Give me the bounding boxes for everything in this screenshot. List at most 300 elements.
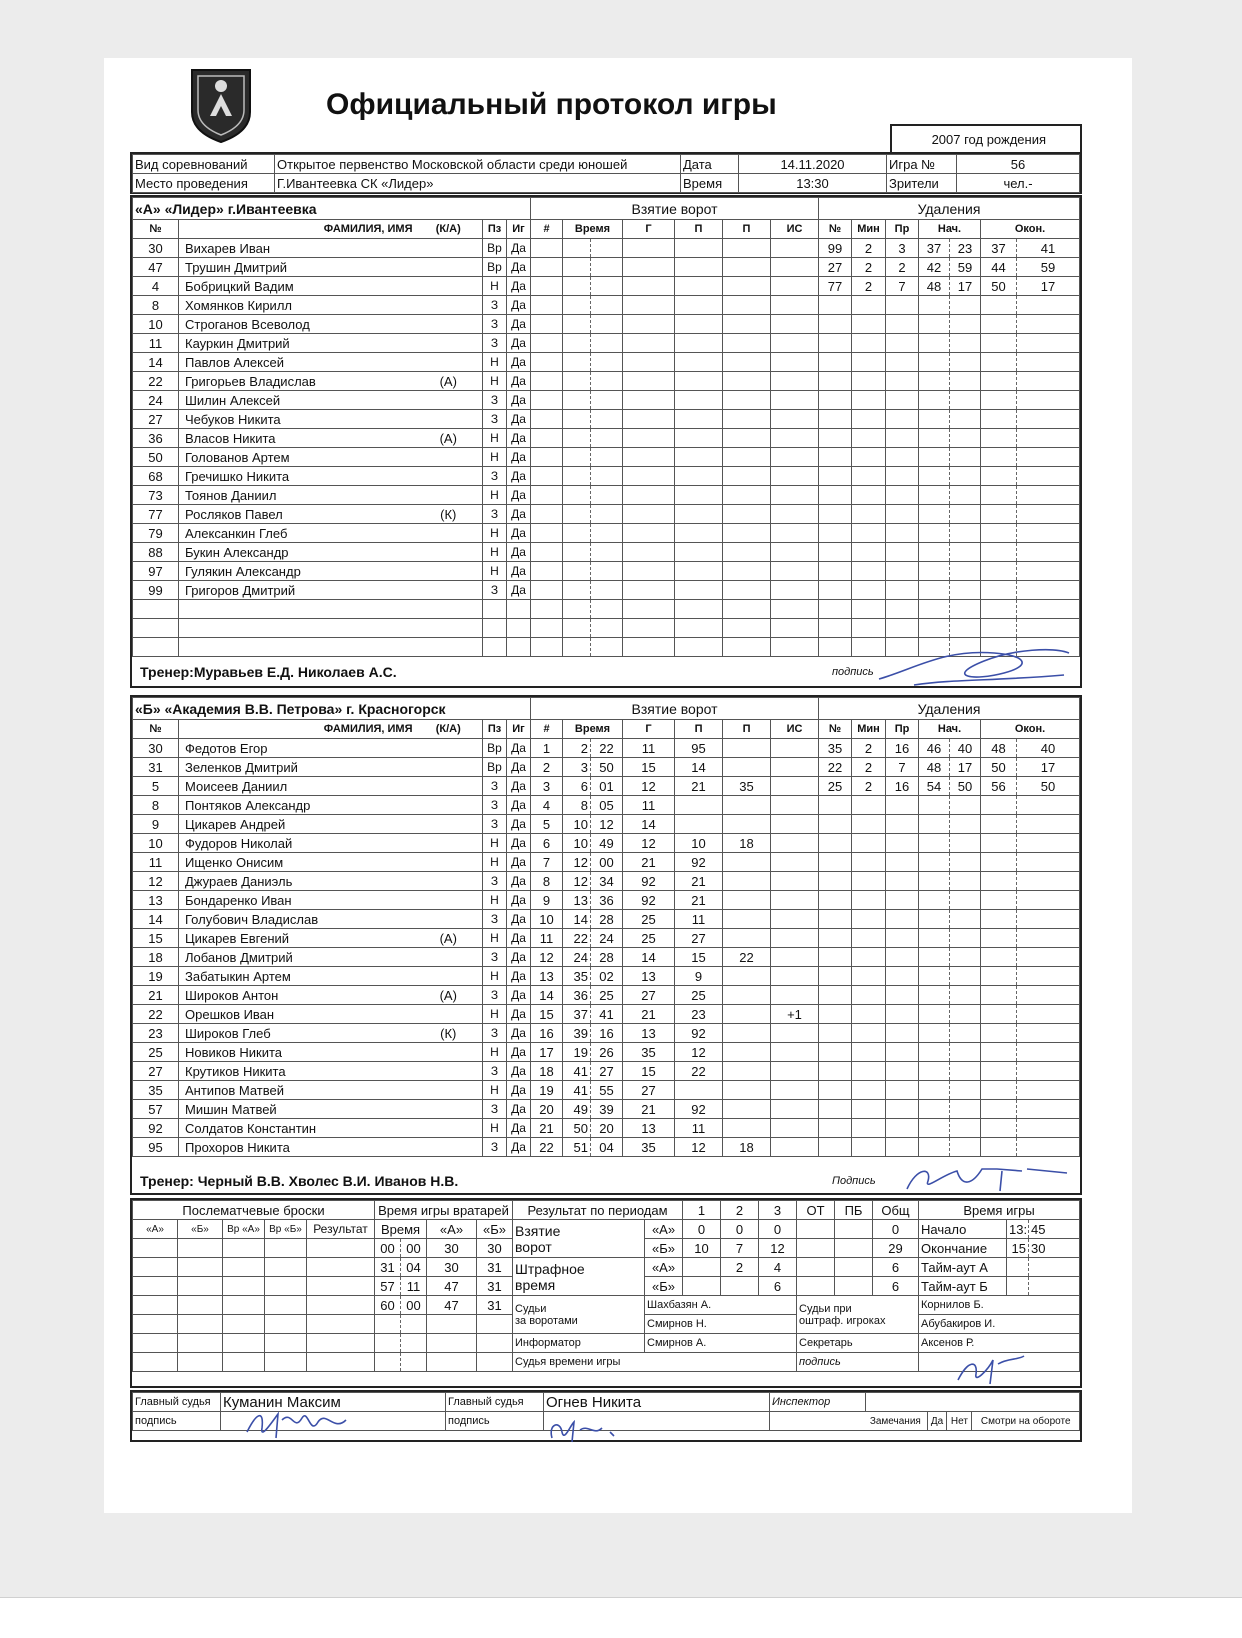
shootout-cell [307, 1239, 375, 1258]
pen-judges-label [797, 1296, 919, 1334]
main-referee-1-signature-icon [242, 1402, 352, 1444]
penalty-end-sec [1017, 543, 1080, 562]
table-row [133, 1043, 1080, 1062]
penalty-start-min [919, 796, 950, 815]
player-role [415, 1062, 483, 1081]
goal-sec: 12 [591, 815, 623, 834]
period-col-2: 3 [759, 1201, 797, 1220]
goal-sec [591, 334, 623, 353]
goal-assist-2 [723, 315, 771, 334]
venue-label: Место проведения [133, 174, 275, 193]
goal-assist-1: 92 [675, 1100, 723, 1119]
goal-strength [771, 372, 819, 391]
penalty-start-sec [950, 353, 981, 372]
goal-no [531, 638, 563, 657]
table-row [133, 815, 1080, 834]
table-row [133, 524, 1080, 543]
shootout-cell [133, 1277, 178, 1296]
penalty-reason [886, 372, 919, 391]
shootout-col-1: «Б» [178, 1220, 223, 1239]
penalty-end-min: 44 [981, 258, 1017, 277]
penalty-no [819, 581, 852, 600]
player-role [415, 1119, 483, 1138]
gk-b: 31 [477, 1258, 513, 1277]
player-pos: З [483, 410, 507, 429]
penalty-reason: 7 [886, 758, 919, 777]
penalty-reason [886, 524, 919, 543]
col-goal-no: # [531, 720, 563, 739]
competition-label: Вид соревнований [133, 155, 275, 174]
player-name [179, 619, 415, 638]
goal-assist-2 [723, 967, 771, 986]
goal-scorer: 92 [623, 891, 675, 910]
penalty-end-min [981, 334, 1017, 353]
table-row [133, 1138, 1080, 1157]
penalty-min [852, 796, 886, 815]
player-name: Моисеев Даниил [179, 777, 415, 796]
penalty-end-min [981, 467, 1017, 486]
penalty-start-min [919, 1024, 950, 1043]
penalty-reason [886, 296, 919, 315]
penalty-no [819, 524, 852, 543]
goal-strength [771, 796, 819, 815]
penalty-min [852, 562, 886, 581]
goal-no [531, 581, 563, 600]
penalty-reason [886, 1062, 919, 1081]
penalty-start-sec [950, 524, 981, 543]
goal-strength [771, 910, 819, 929]
penalty-no [819, 815, 852, 834]
goal-sec: 04 [591, 1138, 623, 1157]
goal-assist-1 [675, 315, 723, 334]
goal-assist-2 [723, 815, 771, 834]
penalty-end-min [981, 929, 1017, 948]
player-pos: Н [483, 967, 507, 986]
player-name: Власов Никита [179, 429, 415, 448]
penalty-min [852, 353, 886, 372]
penalty-min [852, 1043, 886, 1062]
player-no: 8 [133, 796, 179, 815]
goal-no: 16 [531, 1024, 563, 1043]
goal-strength [771, 258, 819, 277]
penalty-start-min: 48 [919, 277, 950, 296]
penalty-no [819, 986, 852, 1005]
player-pos: Н [483, 429, 507, 448]
player-name: Букин Александр [179, 543, 415, 562]
penalty-end-min [981, 486, 1017, 505]
date-label: Дата [681, 155, 739, 174]
goal-strength [771, 239, 819, 258]
table-row [133, 391, 1080, 410]
goal-assist-1 [675, 524, 723, 543]
goal-sec: 39 [591, 1100, 623, 1119]
player-plays: Да [507, 239, 531, 258]
player-pos: З [483, 948, 507, 967]
goal-scorer: 21 [623, 1100, 675, 1119]
penalty-min [852, 467, 886, 486]
goal-assist-1 [675, 372, 723, 391]
penalty-reason: 7 [886, 277, 919, 296]
goal-assist-2 [723, 296, 771, 315]
goal-min: 12 [563, 853, 591, 872]
goals-b-3 [797, 1239, 835, 1258]
table-row [133, 1062, 1080, 1081]
gk-b [477, 1334, 513, 1353]
penalty-no [819, 1043, 852, 1062]
end-sec: 30 [1029, 1239, 1080, 1258]
goal-min [563, 277, 591, 296]
goal-assist-2 [723, 1043, 771, 1062]
penalty-start-min [919, 1081, 950, 1100]
player-role [415, 258, 483, 277]
player-role [415, 448, 483, 467]
table-row [133, 562, 1080, 581]
col-p2: П [723, 720, 771, 739]
goal-strength [771, 872, 819, 891]
goal-assist-2 [723, 410, 771, 429]
shootout-col-4: Результат [307, 1220, 375, 1239]
goal-judges-label-1: Судьи [515, 1302, 547, 1315]
goal-sec: 41 [591, 1005, 623, 1024]
player-no: 30 [133, 239, 179, 258]
player-plays: Да [507, 1005, 531, 1024]
goal-assist-1: 27 [675, 929, 723, 948]
goal-sec [591, 448, 623, 467]
player-name: Хомянков Кирилл [179, 296, 415, 315]
gk-sec: 00 [401, 1296, 427, 1315]
goal-no: 18 [531, 1062, 563, 1081]
player-plays: Да [507, 834, 531, 853]
goal-strength [771, 1100, 819, 1119]
penalty-start-min [919, 834, 950, 853]
player-pos: Н [483, 1119, 507, 1138]
penalty-end-min [981, 948, 1017, 967]
penalty-end-sec [1017, 429, 1080, 448]
goal-strength [771, 1081, 819, 1100]
goal-judges-label-2: за воротами [515, 1314, 578, 1327]
penalty-end-min [981, 1100, 1017, 1119]
penalty-min [852, 391, 886, 410]
secretary-signature-icon [948, 1350, 1028, 1390]
col-pen-start: Нач. [919, 220, 981, 239]
penalty-min [852, 948, 886, 967]
goal-no [531, 315, 563, 334]
goal-strength [771, 929, 819, 948]
penalty-reason [886, 1024, 919, 1043]
goal-min [563, 410, 591, 429]
goal-scorer [623, 448, 675, 467]
player-name: Голубович Владислав [179, 910, 415, 929]
goal-assist-2 [723, 562, 771, 581]
table-row [133, 1081, 1080, 1100]
penalty-reason [886, 581, 919, 600]
penalty-reason [886, 910, 919, 929]
table-row [133, 891, 1080, 910]
penalty-no [819, 638, 852, 657]
penalty-no [819, 1005, 852, 1024]
penalty-min [852, 543, 886, 562]
player-no: 14 [133, 353, 179, 372]
goal-min: 19 [563, 1043, 591, 1062]
penalty-reason: 16 [886, 739, 919, 758]
table-row [133, 929, 1080, 948]
player-plays: Да [507, 967, 531, 986]
goal-strength [771, 948, 819, 967]
penalty-start-min [919, 600, 950, 619]
goal-assist-1 [675, 258, 723, 277]
penalty-reason [886, 834, 919, 853]
pim-a-1: 2 [721, 1258, 759, 1277]
goal-assist-2 [723, 429, 771, 448]
penalty-end-min [981, 315, 1017, 334]
table-row [133, 1334, 1080, 1353]
goal-assist-2 [723, 391, 771, 410]
table-row [133, 353, 1080, 372]
player-role [415, 334, 483, 353]
goal-assist-2 [723, 758, 771, 777]
gk-sec [401, 1353, 427, 1372]
goal-assist-2 [723, 1024, 771, 1043]
penalty-end-sec [1017, 353, 1080, 372]
goal-min: 6 [563, 777, 591, 796]
inspector-value [866, 1393, 1080, 1412]
player-pos: З [483, 334, 507, 353]
remarks-no: Нет [947, 1412, 972, 1430]
goal-min [563, 258, 591, 277]
penalty-start-sec: 40 [950, 739, 981, 758]
goal-assist-1: 14 [675, 758, 723, 777]
player-pos: Н [483, 929, 507, 948]
goal-assist-1: 25 [675, 986, 723, 1005]
goal-scorer: 14 [623, 948, 675, 967]
penalty-start-min [919, 505, 950, 524]
goal-min [563, 581, 591, 600]
col-name: ФАМИЛИЯ, ИМЯ [179, 720, 415, 739]
player-role [415, 758, 483, 777]
goal-sec [591, 524, 623, 543]
team_a-title: «А» «Лидер» г.Ивантеевка [133, 198, 531, 220]
penalty-start-sec [950, 1062, 981, 1081]
goal-no: 17 [531, 1043, 563, 1062]
penalty-start-sec [950, 948, 981, 967]
player-name: Цикарев Евгений [179, 929, 415, 948]
goal-strength [771, 543, 819, 562]
pim-a-0 [683, 1258, 721, 1277]
pim-b-5: 6 [873, 1277, 919, 1296]
goal-strength [771, 277, 819, 296]
goal-assist-1 [675, 448, 723, 467]
penalty-start-sec [950, 562, 981, 581]
penalty-end-min [981, 1043, 1017, 1062]
goal-strength [771, 600, 819, 619]
gk-sec: 00 [401, 1239, 427, 1258]
goal-assist-2 [723, 1005, 771, 1024]
goal-scorer: 13 [623, 1119, 675, 1138]
player-plays: Да [507, 334, 531, 353]
penalty-min [852, 967, 886, 986]
goal-strength [771, 429, 819, 448]
game-no-value: 56 [957, 155, 1080, 174]
player-role [415, 1043, 483, 1062]
penalty-end-min [981, 296, 1017, 315]
penalty-start-sec [950, 410, 981, 429]
gk-sec: 11 [401, 1277, 427, 1296]
shootout-cell [307, 1296, 375, 1315]
penalty-end-sec [1017, 1081, 1080, 1100]
pim-b-tag: «Б» [645, 1277, 683, 1296]
penalty-start-min [919, 581, 950, 600]
player-plays: Да [507, 277, 531, 296]
goal-sec: 28 [591, 910, 623, 929]
player-name: Федотов Егор [179, 739, 415, 758]
goal-assist-1 [675, 467, 723, 486]
penalty-min [852, 1138, 886, 1157]
penalty-end-sec [1017, 581, 1080, 600]
col-plays: Иг [507, 720, 531, 739]
table-row [133, 1100, 1080, 1119]
player-name: Солдатов Константин [179, 1119, 415, 1138]
goal-min: 51 [563, 1138, 591, 1157]
goal-assist-1: 11 [675, 910, 723, 929]
penalty-start-sec [950, 505, 981, 524]
penalty-end-min [981, 1138, 1017, 1157]
penalty-end-min [981, 891, 1017, 910]
player-pos: Н [483, 543, 507, 562]
penalty-start-sec [950, 334, 981, 353]
goal-no [531, 391, 563, 410]
penalty-min: 2 [852, 239, 886, 258]
team-b-table [132, 697, 1080, 1157]
penalty-start-sec [950, 315, 981, 334]
goal-min: 10 [563, 834, 591, 853]
table-row [133, 948, 1080, 967]
penalty-end-min [981, 1081, 1017, 1100]
col-pen-start: Нач. [919, 720, 981, 739]
goal-no [531, 353, 563, 372]
next-page-card [0, 1597, 1242, 1638]
col-pos: Пз [483, 720, 507, 739]
player-role [415, 948, 483, 967]
goal-scorer: 27 [623, 986, 675, 1005]
goal-strength [771, 1024, 819, 1043]
goal-scorer [623, 258, 675, 277]
col-pos: Пз [483, 220, 507, 239]
table-row [133, 777, 1080, 796]
goal-assist-1 [675, 638, 723, 657]
penalty-min [852, 619, 886, 638]
birth-year-box [890, 124, 1082, 152]
goal-min [563, 334, 591, 353]
penalty-reason [886, 391, 919, 410]
penalty-min [852, 429, 886, 448]
player-name: Бондаренко Иван [179, 891, 415, 910]
penalty-no [819, 467, 852, 486]
penalty-start-min [919, 1100, 950, 1119]
penalty-end-sec [1017, 372, 1080, 391]
goal-no: 9 [531, 891, 563, 910]
player-plays: Да [507, 777, 531, 796]
table-row [133, 834, 1080, 853]
penalty-end-sec [1017, 891, 1080, 910]
shootout-cell [178, 1334, 223, 1353]
player-name: Антипов Матвей [179, 1081, 415, 1100]
penalty-end-min [981, 1119, 1017, 1138]
shootout-cell [133, 1258, 178, 1277]
player-pos [483, 619, 507, 638]
penalty-reason [886, 1005, 919, 1024]
goal-assist-1: 22 [675, 1062, 723, 1081]
goal-sec [591, 486, 623, 505]
player-pos: З [483, 467, 507, 486]
player-no: 68 [133, 467, 179, 486]
goal-scorer: 25 [623, 910, 675, 929]
goal-sec: 34 [591, 872, 623, 891]
penalty-min [852, 1062, 886, 1081]
player-no: 10 [133, 834, 179, 853]
player-role [415, 834, 483, 853]
pim-a-tag: «А» [645, 1258, 683, 1277]
goal-scorer [623, 239, 675, 258]
goal-assist-2 [723, 891, 771, 910]
player-plays: Да [507, 948, 531, 967]
goal-assist-2: 18 [723, 834, 771, 853]
player-role [415, 296, 483, 315]
goal-scorer [623, 353, 675, 372]
spectators-value: чел.- [957, 174, 1080, 193]
penalty-min [852, 372, 886, 391]
player-pos: З [483, 910, 507, 929]
goal-no: 21 [531, 1119, 563, 1138]
col-pen-end: Окон. [981, 220, 1080, 239]
player-no: 9 [133, 815, 179, 834]
table-row [133, 619, 1080, 638]
player-no: 47 [133, 258, 179, 277]
gk-time-header: Время игры вратарей [375, 1201, 513, 1220]
player-name: Ищенко Онисим [179, 853, 415, 872]
table-row [133, 239, 1080, 258]
penalty-end-sec [1017, 448, 1080, 467]
player-pos: Н [483, 1081, 507, 1100]
penalty-min [852, 1081, 886, 1100]
penalty-min: 2 [852, 739, 886, 758]
goal-no [531, 372, 563, 391]
goal-strength [771, 891, 819, 910]
player-role [415, 600, 483, 619]
goal-assist-2 [723, 524, 771, 543]
player-role [415, 391, 483, 410]
penalty-min [852, 410, 886, 429]
penalty-reason [886, 1100, 919, 1119]
goal-strength [771, 1119, 819, 1138]
penalty-reason [886, 429, 919, 448]
col-no: № [133, 220, 179, 239]
player-name: Понтяков Александр [179, 796, 415, 815]
player-no: 14 [133, 910, 179, 929]
table-row [133, 1005, 1080, 1024]
penalty-end-min [981, 524, 1017, 543]
game-time-header: Время игры [919, 1201, 1080, 1220]
gk-min [375, 1315, 401, 1334]
goal-sec [591, 258, 623, 277]
pen-judges-label-1: Судьи при [799, 1302, 852, 1315]
goal-assist-1 [675, 239, 723, 258]
penalty-start-min: 48 [919, 758, 950, 777]
penalty-start-min [919, 967, 950, 986]
goal-min [563, 486, 591, 505]
player-plays: Да [507, 1062, 531, 1081]
goal-assist-2: 22 [723, 948, 771, 967]
player-no [133, 638, 179, 657]
